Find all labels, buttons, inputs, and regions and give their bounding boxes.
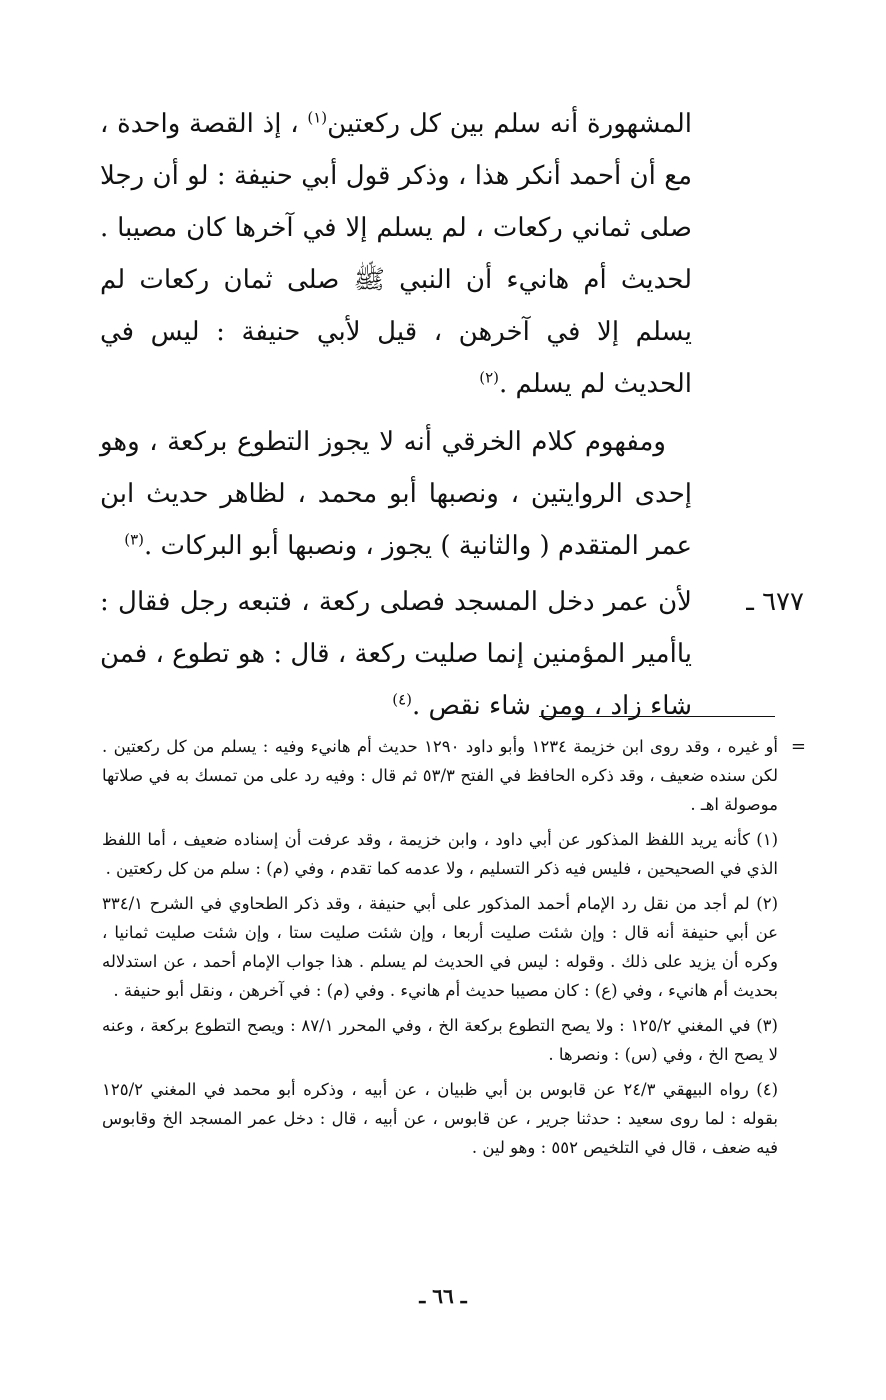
footnote-4: (٤) رواه البيهقي ٢٤/٣ عن قابوس بن أبي ظبيان ، عن أبيه ، وذكره أبو محمد في المغني ١٢٥/٢ بقوله : لما روى سعيد : حدثنا جرير ، عن قابوس ، عن أبيه ، قال : دخل عمر المسجد الخ وقابوس فيه ضعف ، قال في التلخيص ٥٥٢ : وهو لين . (102, 1080, 778, 1157)
footnote-2: (٢) لم أجد من نقل رد الإمام أحمد المذكور على أبي حنيفة ، وقد ذكر الطحاوي في الشرح ٣٣٤/١ عن أبي حنيفة أنه قال : وإن شئت صليت أربعا ، وإن شئت صليت ستا ، وإن شئت صليت ثمانيا ، وكره أن يزيد على ذلك . وقوله : ليس في الحديث لم يسلم . هذا جواب الإمام أحمد ، عن استدلاله بحديث أم هانيء ، وفي (ع) : كان مصيبا حديث أم هانيء . وفي (م) : في آخرهن ، ونقل أبو حنيفة . (102, 894, 778, 1000)
page-number: ـ ٦٦ ـ (419, 1284, 467, 1308)
footnote-carryover-text: أو غيره ، وقد روى ابن خزيمة ١٢٣٤ وأبو داود ١٢٩٠ حديث أم هانيء وفيه : يسلم من كل ركعتين . لكن سنده ضعيف ، وقد ذكره الحافظ في الفتح ٥٣/٣ ثم قال : وفيه رد على من تمسك به في صلاتها موصولة اهـ . (102, 737, 778, 814)
main-paragraph-3-text: لأن عمر دخل المسجد فصلى ركعة ، فتبعه رجل فقال : ياأمير المؤمنين إنما صليت ركعة ، قال : هو تطوع ، فمن شاء زاد ، ومن شاء نقص . (99, 587, 692, 721)
main-paragraph-1-rest: ، إذ القصة واحدة ، مع أن أحمد أنكر هذا ، وذكر قول أبي حنيفة : لو أن رجلا صلى ثماني ركعات ، لم يسلم إلا في آخرها كان مصيبا . لحديث أم هانيء أن النبي ﷺ صلى ثمان ركعات لم يسلم إلا في آخرهن ، قيل لأبي حنيفة : ليس في الحديث لم يسلم . (100, 109, 692, 399)
main-paragraph-1 (100, 98, 692, 410)
footnote-ref-1: (١) (307, 108, 328, 127)
main-paragraph-2 (100, 416, 692, 572)
hadith-number: ٦٧٧ ـ (746, 587, 804, 617)
carryover-mark: = (790, 736, 806, 757)
main-paragraph-3 (100, 576, 692, 732)
main-paragraph-1-start: المشهورة أنه سلم بين كل ركعتين (327, 109, 692, 139)
footnote-3: (٣) في المغني ١٢٥/٢ : ولا يصح التطوع بركعة الخ ، وفي المحرر ٨٧/١ : ويصح التطوع بركعة ، وعنه لا يصح الخ ، وفي (س) : ونصرها . (102, 1016, 778, 1064)
footnote-ref-2: (٢) (479, 368, 500, 387)
footnote-ref-4: (٤) (392, 690, 413, 709)
footnote-separator-rule (539, 716, 775, 717)
footnote-carryover (102, 732, 806, 819)
hadith-677 (99, 576, 804, 732)
footnotes-block (102, 732, 806, 1168)
main-paragraph-2-text: ومفهوم كلام الخرقي أنه لا يجوز التطوع بركعة ، وهو إحدى الروايتين ، ونصبها أبو محمد ، لظاهر حديث ابن عمر المتقدم ( والثانية ) يجوز ، ونصبها أبو البركات . (100, 427, 692, 561)
main-text-block (99, 98, 804, 732)
footnote-1: (١) كأنه يريد اللفظ المذكور عن أبي داود ، وابن خزيمة ، وقد عرفت أن إسناده ضعيف ، أما اللفظ الذي في الصحيحين ، فليس فيه ذكر التسليم ، ولا عدمه كما تقدم ، وفي (م) : سلم من كل ركعتين . (102, 830, 778, 878)
footnote-ref-3: (٣) (124, 530, 144, 549)
